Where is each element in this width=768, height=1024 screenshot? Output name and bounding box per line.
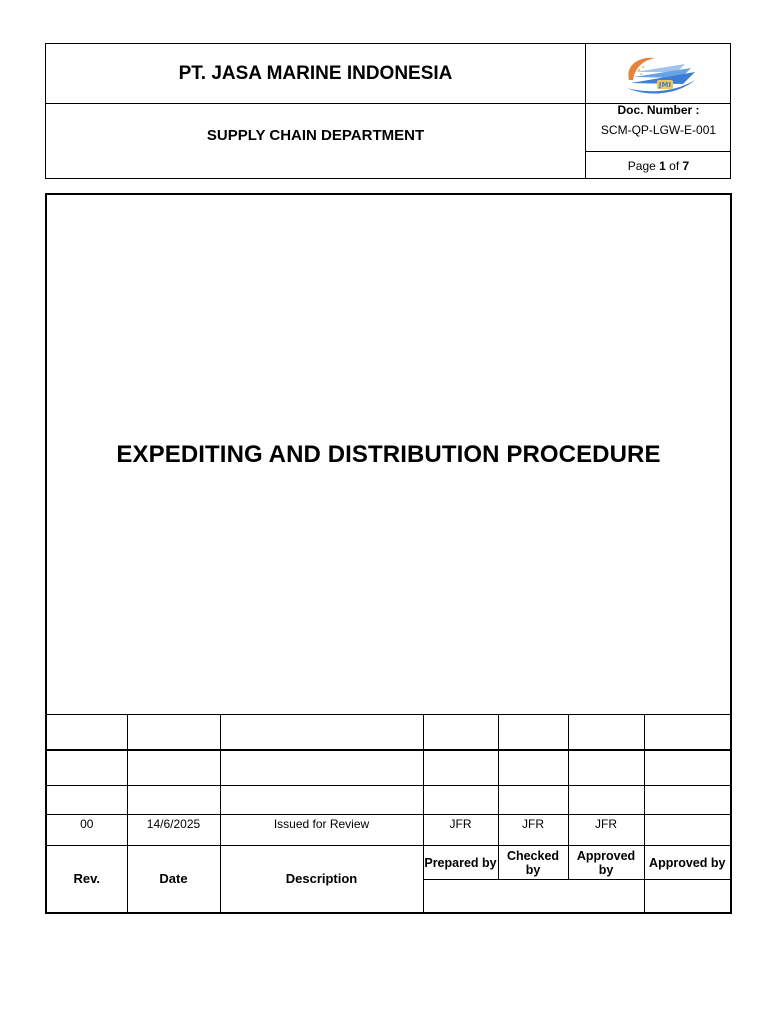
rev-prepared: JFR [423,815,498,846]
header-checked-by: Checked by [498,846,568,880]
rev-number: 00 [47,815,127,846]
company-logo [586,44,731,103]
department-name: SUPPLY CHAIN DEPARTMENT [206,127,425,144]
document-header [45,43,731,179]
cover-page-box [45,193,732,914]
revision-table [47,714,730,913]
revision-header-row [47,846,730,880]
page-indicator [586,152,731,179]
header-prepared-by: Prepared by [423,846,498,880]
revision-row-blank [47,750,730,786]
signature-cell-client [644,880,730,913]
rev-description: Issued for Review [220,815,423,846]
header-rev: Rev. [47,846,127,913]
signature-cell-internal [423,880,644,913]
rev-approved-1: JFR [568,815,644,846]
header-description: Description [220,846,423,913]
doc-number-value: SCM-QP-LGW-E-001 [600,123,717,137]
header-approved-by-1: Approved by [568,846,644,880]
revision-row-blank [47,715,730,751]
document-title: EXPEDITING AND DISTRIBUTION PROCEDURE [116,441,661,468]
page-of: of [669,158,680,173]
revision-row [47,815,730,846]
rev-approved-2 [644,815,730,846]
company-name: PT. JASA MARINE INDONESIA [178,62,453,84]
ship-logo-icon [619,50,699,98]
logo-text: JMI [658,80,671,89]
page-total: 7 [682,158,690,173]
header-date: Date [127,846,220,913]
page-current: 1 [659,158,666,173]
header-approved-by-2: Approved by [644,846,730,880]
page-word: Page [627,158,656,173]
rev-checked: JFR [498,815,568,846]
doc-number-label: Doc. Number : [617,103,700,117]
rev-date: 14/6/2025 [127,815,220,846]
revision-row-blank [47,786,730,815]
